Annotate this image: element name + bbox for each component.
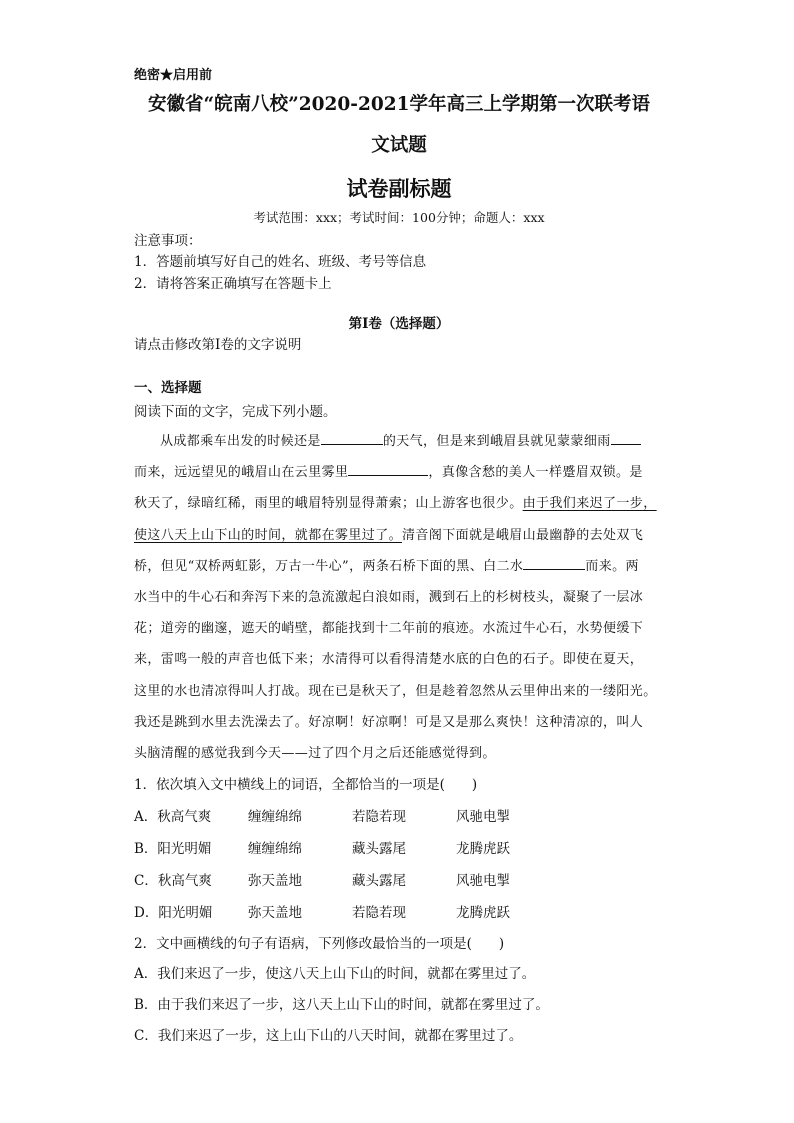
passage-line: 秋天了，绿暗红稀，雨里的峨眉特别显得萧索；山上游客也很少。由于我们来迟了一步， [134,496,657,512]
passage-line: 这里的水也清凉得叫人打战。现在已是秋天了，但是趁着忽然从云里伸出来的一缕阳光。 [134,683,657,699]
exam-title-line1: 安徽省“皖南八校”2020-2021学年高三上学期第一次联考语 [148,94,650,115]
question-2-stem: 2．文中画横线的句子有语病，下列修改最恰当的一项是( ) [134,936,505,952]
notice-item: 1．答题前填写好自己的姓名、班级、考号等信息 [134,254,427,270]
passage-line: 花；道旁的幽邃，遮天的峭壁，都能找到十二年前的痕迹。水流过牛心石，水势便缓下 [134,621,644,637]
fill-blank-4 [523,557,585,570]
part-heading: 一、选择题 [134,380,202,396]
fill-blank-1 [321,432,383,445]
part-instruction: 阅读下面的文字，完成下列小题。 [134,404,337,420]
reading-passage [134,426,664,769]
exam-page: 绝密★启用前 安徽省“皖南八校”2020-2021学年高三上学期第一次联考语 文试题 试卷副标题 考试范围：xxx；考试时间：100分钟；命题人：xxx 注意事项： 1．答题前填写好自己的姓名、班级、考号等信息 2．请将答案正确填写在答题卡上 第I卷（选择题） 请点击修改第I卷的文字说明 一、选择题 阅读下面的文字，完成下列小题。 从成都乘车出发的时候还是 的天气，但是来到峨眉县就见蒙蒙细雨 而来，远远望见的峨眉山在云里雾里 ，真像含愁的美人一样蹙眉双锁。是 秋天了，绿暗红稀，雨里的峨眉特别显得萧索；山上游客也很少。由于我们来迟了一步， 使这八天上山下山的时间，就都在雾里过了。清音阁下面就是峨眉山最幽静的去处双飞 桥，但见“双桥两虹影，万古一牛心”，两条石桥下面的黑、白二水 而来。两 水当中的牛心石和奔泻下来的急流激起白浪如雨，溅到石上的杉树枝头，凝聚了一层冰 花；道旁的幽邃，遮天的峭壁，都能找到十二年前的痕迹。水流过牛心石，水势便缓下 来，雷鸣一般的声音也低下来；水清得可以看得清楚水底的白色的石子。即使在夏天， 这里的水也清凉得叫人打战。现在已是秋天了，但是趁着忽然从云里伸出来的一缕阳光。 我还是跳到水里去洗澡去了。好凉啊！好凉啊！可是又是那么爽快！这种清凉的，叫人 头脑清醒的感觉我到今天——过了四个月之后还能感觉得到。 1．依次填入文中横线上的词语，全都恰当的一项是( ) A．秋高气爽 缠缠绵绵 若隐若现 风驰电掣 B．阳光明媚 缠缠绵绵 藏头露尾 龙腾虎跃 C．秋高气爽 弥天盖地 藏头露尾 风驰电掣 D．阳光明媚 弥天盖地 若隐若现 龙腾虎跃 2．文中画横线的句子有语病，下列修改最恰当的一项是( ) A．我们来迟了一步，使这八天上山下山的时间，就都在雾里过了。 B．由于我们来迟了一步，这八天上山下山的时间，就都在雾里过了。 C．我们来迟了一步，这上山下山的八天时间，就都在雾里过了。 [0,0,794,1123]
section-title: 第I卷（选择题） [348,316,450,332]
passage-line: 头脑清醒的感觉我到今天——过了四个月之后还能感觉得到。 [134,745,496,761]
exam-title-line2: 文试题 [371,135,427,156]
exam-subtitle: 试卷副标题 [346,176,452,201]
passage-line: 从成都乘车出发的时候还是 的天气，但是来到峨眉县就见蒙蒙细雨 [134,426,664,457]
notice-item: 2．请将答案正确填写在答题卡上 [134,276,332,292]
confidential-label: 绝密★启用前 [134,68,213,83]
underlined-sentence: 由于我们来迟了一步， [522,496,657,512]
fill-blank-2 [611,432,641,445]
question-2-option-b: B．由于我们来迟了一步，这八天上山下山的时间，就都在雾里过了。 [134,997,549,1013]
passage-line: 水当中的牛心石和奔泻下来的急流激起白浪如雨，溅到石上的杉树枝头，凝聚了一层冰 [134,589,644,605]
passage-line: 而来，远远望见的峨眉山在云里雾里 ，真像含愁的美人一样蹙眉双锁。是 [134,465,643,481]
section-description: 请点击修改第I卷的文字说明 [134,337,302,353]
question-2-option-a: A．我们来迟了一步，使这八天上山下山的时间，就都在雾里过了。 [134,966,536,982]
underlined-sentence: 使这八天上山下山的时间，就都在雾里过了。 [134,527,403,543]
question-1-stem: 1．依次填入文中横线上的词语，全都恰当的一项是( ) [134,777,478,793]
passage-line: 来，雷鸣一般的声音也低下来；水清得可以看得清楚水底的白色的石子。即使在夏天， [134,652,644,668]
notice-label: 注意事项： [134,233,202,249]
question-2-option-c: C．我们来迟了一步，这上山下山的八天时间，就都在雾里过了。 [134,1028,523,1044]
fill-blank-3 [348,463,428,476]
passage-line: 使这八天上山下山的时间，就都在雾里过了。清音阁下面就是峨眉山最幽静的去处双飞 [134,527,644,543]
exam-meta: 考试范围：xxx；考试时间：100分钟；命题人：xxx [253,210,545,225]
passage-line: 我还是跳到水里去洗澡去了。好凉啊！好凉啊！可是又是那么爽快！这种清凉的，叫人 [134,714,644,730]
passage-line: 桥，但见“双桥两虹影，万古一牛心”，两条石桥下面的黑、白二水 而来。两 [134,558,639,574]
